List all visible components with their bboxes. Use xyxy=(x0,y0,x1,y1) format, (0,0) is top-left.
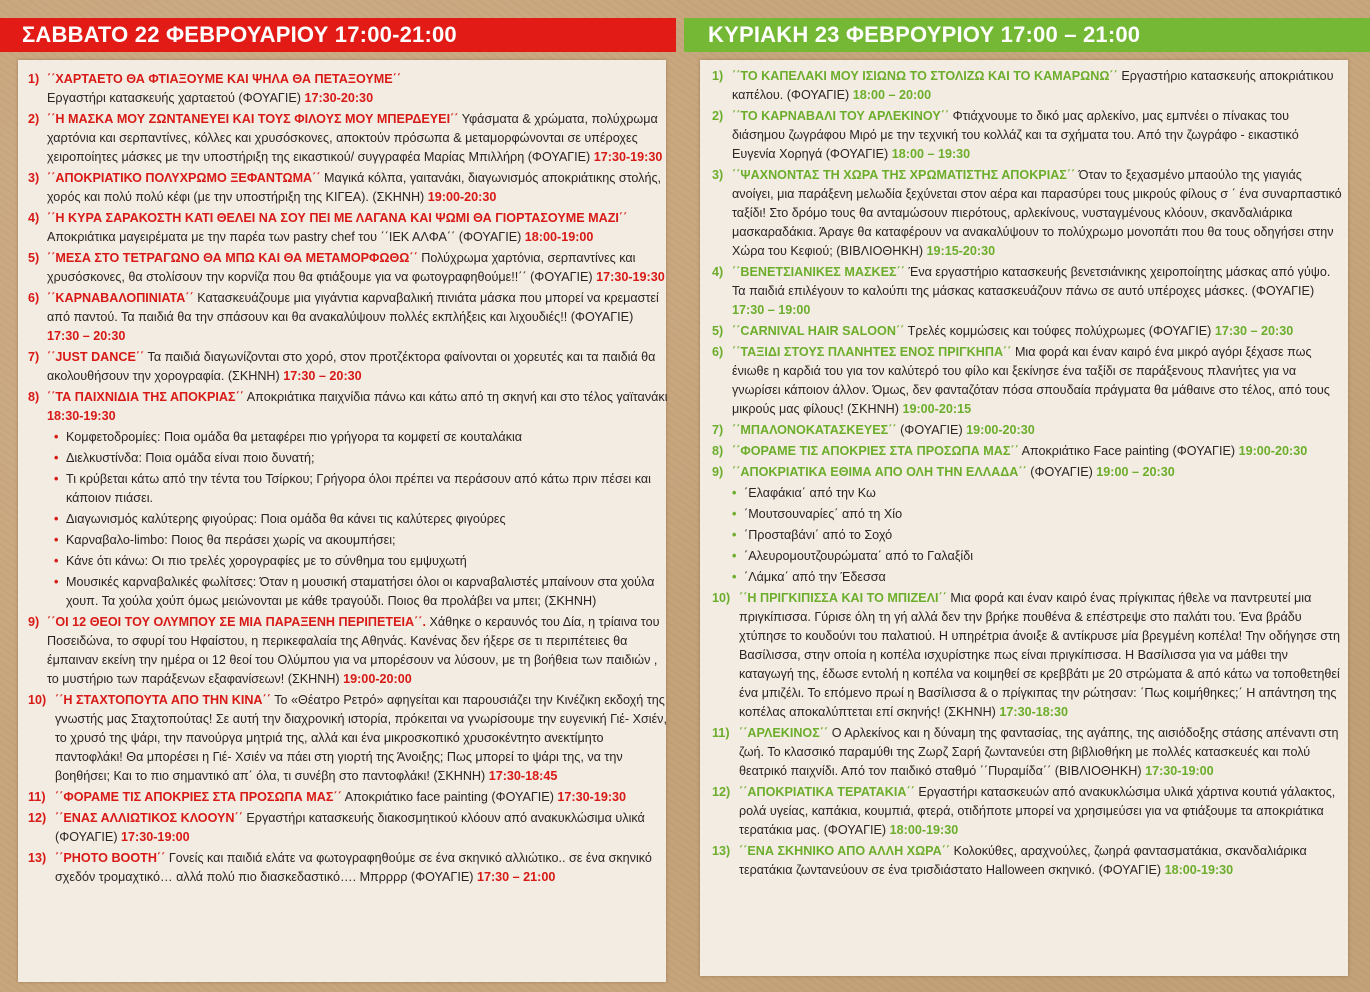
item-title: ΄΄ΦΟΡΑΜΕ ΤΙΣ ΑΠΟΚΡΙΕΣ ΣΤΑ ΠΡΟΣΩΠΑ ΜΑΣ΄΄ xyxy=(55,790,342,804)
activity-sublist xyxy=(712,484,1344,587)
item-number: 11) xyxy=(28,790,46,804)
program-item xyxy=(712,463,1344,482)
item-title: ΄΄ΤΟ ΚΑΡΝΑΒΑΛΙ ΤΟΥ ΑΡΛΕΚΙΝΟΥ΄΄ xyxy=(732,109,950,123)
item-number: 7) xyxy=(712,423,724,437)
item-description: Γονείς και παιδιά ελάτε να φωτογραφηθούμε σε ένα σκηνικό αλλιώτικο.. σε ένα σκηνικό σχεδόν τρομαχτικό… αλλά πολύ πιο διασκεδαστικό…. Μπρρρρ (ΦΟΥΑΓΙΕ) xyxy=(55,851,652,884)
item-title: ΄΄ΑΡΛΕΚΙΝΟΣ΄΄ xyxy=(739,726,829,740)
item-time: 19:00-20:30 xyxy=(427,190,497,204)
item-title: ΄΄Η ΣΤΑΧΤΟΠΟΥΤΑ ΑΠΟ ΤΗΝ ΚΙΝΑ΄΄ xyxy=(55,693,271,707)
item-description: Χάθηκε ο κεραυνός του Δία, η τρίαινα του Ποσειδώνα, το σφυρί του Ηφαίστου, η περικεφαλαία της Αθηνάς. Κανένας δεν ήξερε σε τι περιπέτειες θα έμπαιναν εκείνη την ημέρα οι 12 θεοί του Ολύμπου για να μπορέσουν να λύσουν, με τη βοήθεια των παιδιών , το μυστήριο των παράξενων εξαφανίσεων! (ΣΚΗΝΗ) xyxy=(47,615,660,686)
item-title: ΄΄ΤΑΞΙΔΙ ΣΤΟΥΣ ΠΛΑΝΗΤΕΣ ΕΝΟΣ ΠΡΙΓΚΗΠΑ΄΄ xyxy=(732,345,1012,359)
item-time: 17:30-19:30 xyxy=(557,790,627,804)
item-title: ΄΄ΑΠΟΚΡΙΑΤΙΚΑ ΤΕΡΑΤΑΚΙΑ΄΄ xyxy=(739,785,915,799)
item-description: Τα παιδιά διαγωνίζονται στο χορό, στον προτζέκτορα φαίνονται οι χορευτές και τα παιδιά θα ακολουθήσουν την χορογραφία. (ΣΚΗΝΗ) xyxy=(47,350,656,383)
bullet-dot: • xyxy=(732,549,737,563)
item-description: Αποκριάτικο Face painting (ΦΟΥΑΓΙΕ) xyxy=(1021,444,1236,458)
activity-subitem xyxy=(54,573,668,611)
program-item xyxy=(712,842,1344,880)
program-item xyxy=(28,70,668,108)
activity-subitem-text: ΄Ελαφάκια΄ από την Κω xyxy=(744,486,876,500)
item-body xyxy=(47,388,668,426)
item-number: 6) xyxy=(28,291,40,305)
item-body xyxy=(47,348,668,386)
item-number: 13) xyxy=(712,844,731,858)
activity-subitem xyxy=(732,484,1344,503)
item-number: 2) xyxy=(28,112,40,126)
activity-subitem-text: Μουσικές καρναβαλικές φωλίτσες: Όταν η μουσική σταματήσει όλοι οι καρναβαλιστές μπαίνουν στα χούλα χουπ. Τα χούλα χούπ όμως μειώνονται με κάθε τραγούδι. Ποιος θα προλάβει να μπει; (ΣΚΗΝΗ) xyxy=(66,575,655,608)
item-title: ΄΄Η ΚΥΡΑ ΣΑΡΑΚΟΣΤΗ ΚΑΤΙ ΘΕΛΕΙ ΝΑ ΣΟΥ ΠΕΙ ΜΕ ΛΑΓΑΝΑ ΚΑΙ ΨΩΜΙ ΘΑ ΓΙΟΡΤΑΣΟΥΜΕ ΜΑΖΙ΄΄ xyxy=(47,211,628,225)
item-time: 17:30 – 19:00 xyxy=(732,303,811,317)
bullet-dot: • xyxy=(732,507,737,521)
item-title: ΄΄ΜΕΣΑ ΣΤΟ ΤΕΤΡΑΓΩΝΟ ΘΑ ΜΠΩ ΚΑΙ ΘΑ ΜΕΤΑΜΟΡΦΩΘΩ΄΄ xyxy=(47,251,418,265)
program-item xyxy=(28,691,668,786)
item-description: Το «Θέατρο Ρετρό» αφηγείται και παρουσιάζει την Κινέζικη εκδοχή της γνωστής μας Σταχτοπούτας! Σε αυτή την διαχρονική ιστορία, πρόκειται να γνωρίσουμε την ευγενική Γιέ- Χσιέν, το χρυσό της ψάρι, την πανούργα μητριά της, αλλά και ένα μικροσκοπικό χρυσοκέντητο ανεκτίμητο παντοφλάκι! Θα μπορέσει η Γιέ- Χσιέν να πάει στη γιορτή της Άνοιξης; Πως μπορεί το ψάρι της, να την βοηθήσει; Και το πιο σημαντικό απ΄ όλα, τι συνέβη στο παντοφλάκι! (ΣΚΗΝΗ) xyxy=(55,693,667,783)
program-item xyxy=(28,788,668,807)
item-time: 17:30-19:30 xyxy=(596,270,665,284)
bullet-dot: • xyxy=(732,486,737,500)
item-description: Μια φορά και έναν καιρό ένας πρίγκιπας ήθελε να παντρευτεί μια πριγκίπισσα. Γύρισε όλη τη γή αλλά δεν την βρήκε πουθένα & επέστρεψε στο παλάτι του. Ένα βράδυ χτύπησε το κουδούνι του παλατιού. Η υπηρέτρια άνοιξε & αντίκρυσε μία βρεγμένη κοπέλα! Την οδήγησε στη Βασίλισσα, στην οποία η κοπέλα ισχυρίστηκε πως είναι πριγκίπισσα. Η Βασίλισσα για να μάθει την καταγωγή της, έδωσε εντολή η κοπέλα να κοιμηθεί σε κρεββάτι με 20 στρώματα & από κάτω να τοποθετηθεί ένα μπιζέλι. Το επόμενο πρωί η Βασίλισσα & ο πρίγκιπας την ρώτησαν: ΄Πως κοιμήθηκες;΄ Η απάντηση της κοπέλας αποκαλύπτεται επί σκηνής! (ΣΚΗΝΗ) xyxy=(739,591,1340,719)
item-body xyxy=(739,783,1344,840)
item-time: 17:30 – 20:30 xyxy=(47,329,126,343)
item-number: 3) xyxy=(712,168,724,182)
activity-subitem xyxy=(54,470,668,508)
item-body xyxy=(739,842,1344,880)
item-body xyxy=(732,421,1344,440)
item-description: Εργαστήρι κατασκευών από ανακυκλώσιμα υλικά χάρτινα κουτιά γάλακτος, ρολά υγείας, καπάκια, κουμπιά, φτερά, οτιδήποτε μπορεί να χρησιμεύσει για να φτιάξουμε τα αποκριάτικα τερατάκια μας. (ΦΟΥΑΓΙΕ) xyxy=(739,785,1336,837)
sunday-program-list xyxy=(712,67,1344,882)
item-description: Μαγικά κόλπα, γαιτανάκι, διαγωνισμός αποκριάτικης στολής, χορός και πολύ πολύ κέφι (με την υποστήριξη της ΚΙΓΕΑ). (ΣΚΗΝΗ) xyxy=(47,171,662,204)
item-title: ΄΄JUST DANCE΄΄ xyxy=(47,350,145,364)
sunday-header xyxy=(684,18,1370,52)
item-time: 17:30 – 21:00 xyxy=(476,870,556,884)
item-title: ΄΄ΟΙ 12 ΘΕΟΙ ΤΟΥ ΟΛΥΜΠΟΥ ΣΕ ΜΙΑ ΠΑΡΑΞΕΝΗ ΠΕΡΙΠΕΤΕΙΑ΄΄. xyxy=(47,615,426,629)
program-item xyxy=(712,442,1344,461)
program-item xyxy=(712,166,1344,261)
item-description: Κατασκευάζουμε μια γιγάντια καρναβαλική πινιάτα μάσκα που μπορεί να κρεμαστεί από παντού. Τα παιδιά θα την σπάσουν και θα ανακαλύψουν πολλές εκπλήξεις και λιχουδιές!! (ΦΟΥΑΓΙΕ) xyxy=(47,291,659,324)
program-item xyxy=(28,289,668,346)
activity-subitem-text: Τι κρύβεται κάτω από την τέντα του Τσίρκου; Γρήγορα όλοι πρέπει να περάσουν από κάτω πριν πέσει και κάποιον πιάσει. xyxy=(66,472,651,505)
activity-subitem xyxy=(54,531,668,550)
activity-subitem-text: Διελκυστίνδα: Ποια ομάδα είναι ποιο δυνατή; xyxy=(66,451,315,465)
sunday-header-text: ΚΥΡΙΑΚΗ 23 ΦΕΒΡΟΥΡΙΟΥ 17:00 – 21:00 xyxy=(708,22,1141,47)
activity-subitem-text: ΄Μουτσουναρίες΄ από τη Χίο xyxy=(744,507,903,521)
item-number: 12) xyxy=(28,811,47,825)
item-number: 5) xyxy=(712,324,724,338)
saturday-header-text: ΣΑΒΒΑΤΟ 22 ΦΕΒΡΟΥΑΡΙΟΥ 17:00-21:00 xyxy=(22,22,457,47)
item-time: 17:30-19:30 xyxy=(593,150,663,164)
item-title: ΄΄ΨΑΧΝΟΝΤΑΣ ΤΗ ΧΩΡΑ ΤΗΣ ΧΡΩΜΑΤΙΣΤΗΣ ΑΠΟΚΡΙΑΣ΄΄ xyxy=(732,168,1076,182)
item-number: 10) xyxy=(712,591,731,605)
program-item xyxy=(712,783,1344,840)
item-title: ΄΄Η ΜΑΣΚΑ ΜΟΥ ΖΩΝΤΑΝΕΥΕΙ ΚΑΙ ΤΟΥΣ ΦΙΛΟΥΣ ΜΟΥ ΜΠΕΡΔΕΥΕΙ΄΄ xyxy=(47,112,459,126)
item-description: Τρελές κομμώσεις και τούφες πολύχρωμες (ΦΟΥΑΓΙΕ) xyxy=(907,324,1212,338)
item-body xyxy=(732,166,1344,261)
item-time: 18:00-19:30 xyxy=(1164,863,1234,877)
activity-subitem-text: ΄Προσταβάνι΄ από το Σοχό xyxy=(744,528,893,542)
item-title: ΄΄CARNIVAL HAIR SALOON΄΄ xyxy=(732,324,905,338)
program-item xyxy=(28,849,668,887)
bullet-dot: • xyxy=(54,533,59,547)
item-body xyxy=(732,322,1344,341)
item-time: 17:30-19:00 xyxy=(121,830,190,844)
item-number: 7) xyxy=(28,350,40,364)
item-body xyxy=(55,691,668,786)
item-body xyxy=(55,849,668,887)
item-title: ΄΄ΑΠΟΚΡΙΑΤΙΚΟ ΠΟΛΥΧΡΩΜΟ ΞΕΦΑΝΤΩΜΑ΄΄ xyxy=(47,171,321,185)
item-number: 9) xyxy=(712,465,724,479)
item-description: Ο Αρλεκίνος και η δύναμη της φαντασίας, της αγάπης, της αισιόδοξης στάσης απέναντι στη ζωή. Το κλασσικό παραμύθι της Ζωρζ Σαρή ζωντανεύει στη βιβλιοθήκη με πολλές κατασκευές και πολύ θεατρικό παιχνίδι. Από τον παιδικό σταθμό ΄΄Πυραμίδα΄΄ (ΒΙΒΛΙΟΘΗΚΗ) xyxy=(739,726,1339,778)
activity-subitem xyxy=(54,428,668,447)
item-time: 19:00 – 20:30 xyxy=(1096,465,1175,479)
item-number: 4) xyxy=(28,211,40,225)
item-time: 19:00-20:30 xyxy=(966,423,1035,437)
item-title: ΄΄ΑΠΟΚΡΙΑΤΙΚΑ ΕΘΙΜΑ ΑΠΟ ΟΛΗ ΤΗΝ ΕΛΛΑΔΑ΄΄ xyxy=(732,465,1027,479)
bullet-dot: • xyxy=(54,512,59,526)
item-body xyxy=(732,343,1344,419)
activity-subitem-text: ΄Αλευρομουτζουρώματα΄ από το Γαλαξίδι xyxy=(744,549,974,563)
program-item xyxy=(712,724,1344,781)
item-time: 18:00-19:30 xyxy=(889,823,959,837)
program-item xyxy=(28,249,668,287)
bullet-dot: • xyxy=(54,472,59,486)
activity-subitem xyxy=(54,552,668,571)
program-item xyxy=(712,67,1344,105)
item-title: ΄΄ΒΕΝΕΤΣΙΑΝΙΚΕΣ ΜΑΣΚΕΣ΄΄ xyxy=(732,265,905,279)
activity-subitem-text: ΄Λάμκα΄ από την Έδεσσα xyxy=(744,570,886,584)
item-description: Όταν το ξεχασμένο μπαούλο της γιαγιάς ανοίγει, μια παράξενη μελωδία ξεχύνεται στον αέρα και παρασύρει τους μικρούς φίλους σ ΄ ένα συναρπαστικό ταξίδι! Στο δρόμο τους θα ανταμώσουν πιερότους, αρλεκίνους, νυσταγμένους κλόουν, σκανδαλιάρικα μασκαραδάκια. Άραγε θα καταφέρουν να ανακαλύψουν το πολύχρωμο μονοπάτι που θα τους οδηγήσει στην Χώρα του Κεφιού; (ΒΙΒΛΙΟΘΗΚΗ) xyxy=(732,168,1342,258)
item-time: 17:30-19:00 xyxy=(1145,764,1214,778)
item-body xyxy=(47,209,668,247)
item-time: 19:00-20:15 xyxy=(902,402,972,416)
program-item xyxy=(28,110,668,167)
item-title: ΄΄PHOTO BOOTH΄΄ xyxy=(55,851,166,865)
item-body xyxy=(739,724,1344,781)
item-number: 1) xyxy=(28,72,40,86)
item-description: Υφάσματα & χρώματα, πολύχρωμα χαρτόνια και σερπαντίνες, κόλλες και χρυσόσκονες, αποκτούν πρόσωπα & μεταμορφώνονται σε υπέροχες χειροποίητες μάσκες με την υποστήριξη της εικαστικού/ συγγραφέα Μαρίας Μπιλλήρη (ΦΟΥΑΓΙΕ) xyxy=(47,112,658,164)
item-body xyxy=(732,442,1344,461)
program-item xyxy=(28,809,668,847)
item-number: 8) xyxy=(712,444,724,458)
activity-subitem xyxy=(732,505,1344,524)
item-body xyxy=(55,809,668,847)
program-item xyxy=(712,322,1344,341)
item-time: 17:30 – 20:30 xyxy=(1214,324,1294,338)
item-title: ΄΄ΕΝΑ ΣΚΗΝΙΚΟ ΑΠΟ ΑΛΛΗ ΧΩΡΑ΄΄ xyxy=(739,844,951,858)
program-item xyxy=(28,348,668,386)
item-number: 5) xyxy=(28,251,40,265)
activity-subitem xyxy=(54,510,668,529)
activity-subitem-text: Διαγωνισμός καλύτερης φιγούρας: Ποια ομάδα θα κάνει τις καλύτερες φιγούρες xyxy=(66,512,506,526)
program-item xyxy=(28,388,668,426)
item-time: 17:30-18:30 xyxy=(999,705,1069,719)
item-title: ΄΄ΧΑΡΤΑΕΤΟ ΘΑ ΦΤΙΑΞΟΥΜΕ ΚΑΙ ΨΗΛΑ ΘΑ ΠΕΤΑΞΟΥΜΕ΄΄ xyxy=(47,72,402,86)
item-description: Εργαστήριο κατασκευής αποκριάτικου καπέλου. (ΦΟΥΑΓΙΕ) xyxy=(732,69,1334,102)
activity-subitem-text: Κομφετοδρομίες: Ποια ομάδα θα μεταφέρει πιο γρήγορα τα κομφετί σε κουταλάκια xyxy=(66,430,523,444)
activity-subitem-text: Καρναβαλο-limbo: Ποιος θα περάσει χωρίς να ακουμπήσει; xyxy=(66,533,396,547)
item-time: 18:30-19:30 xyxy=(47,409,116,423)
saturday-program-list xyxy=(28,70,668,889)
program-item xyxy=(712,589,1344,722)
program-item xyxy=(712,263,1344,320)
item-time: 18:00-19:00 xyxy=(524,230,594,244)
activity-sublist xyxy=(28,428,668,611)
item-time: 19:15-20:30 xyxy=(926,244,996,258)
item-number: 3) xyxy=(28,171,40,185)
item-body xyxy=(47,289,668,346)
item-body xyxy=(732,463,1344,482)
item-number: 9) xyxy=(28,615,40,629)
item-description: Εργαστήρι κατασκευής διακοσμητικού κλόουν από ανακυκλώσιμα υλικά (ΦΟΥΑΓΙΕ) xyxy=(55,811,645,844)
activity-subitem xyxy=(732,547,1344,566)
bullet-dot: • xyxy=(732,528,737,542)
item-title: ΄΄ΚΑΡΝΑΒΑΛΟΠΙΝΙΑΤΑ΄΄ xyxy=(47,291,194,305)
item-description: Εργαστήρι κατασκευής χαρταετού (ΦΟΥΑΓΙΕ) xyxy=(47,91,301,105)
program-item xyxy=(28,169,668,207)
item-body xyxy=(55,788,668,807)
program-item xyxy=(28,613,668,689)
item-title: ΄΄ΤΟ ΚΑΠΕΛΑΚΙ ΜΟΥ ΙΣΙΩΝΩ ΤΟ ΣΤΟΛΙΖΩ ΚΑΙ ΤΟ ΚΑΜΑΡΩΝΩ΄΄ xyxy=(732,69,1118,83)
item-description: Ένα εργαστήριο κατασκευής βενετσιάνικης χειροποίητης μάσκας από γύψο. Τα παιδιά επιλέγουν το καλούπι της μάσκας κατασκευάζουν πάνω σε αυτό υπέροχες μάσκες. (ΦΟΥΑΓΙΕ) xyxy=(732,265,1331,298)
item-body xyxy=(47,613,668,689)
item-description: Μια φορά και έναν καιρό ένα μικρό αγόρι ξέχασε πως ένιωθε η καρδιά του για τον καλύτερό του φίλο και ξεκίνησε ένα ταξίδι σε παράξενους πλανήτες για να γνωρίσει κάποιον άλλον. Όμως, δεν φανταζόταν πόσα σπουδαία πράγματα θα μάθαινε στο τέλος, από τους μικρούς μας φίλους! (ΣΚΗΝΗ) xyxy=(732,345,1330,416)
item-description: Πολύχρωμα χαρτόνια, σερπαντίνες και χρυσόσκονες, θα στολίσουν την κορνίζα που θα φτιάξουμε για να φωτογραφηθούμε!!΄΄ (ΦΟΥΑΓΙΕ) xyxy=(47,251,636,284)
bullet-dot: • xyxy=(54,451,59,465)
item-description: Αποκριάτικα παιχνίδια πάνω και κάτω από τη σκηνή και στο τέλος γαϊτανάκι xyxy=(246,390,668,404)
item-title: ΄΄ΜΠΑΛΟΝΟΚΑΤΑΣΚΕΥΕΣ΄΄ xyxy=(732,423,897,437)
program-item xyxy=(712,343,1344,419)
item-number: 2) xyxy=(712,109,724,123)
item-description: Αποκριάτικο face painting (ΦΟΥΑΓΙΕ) xyxy=(344,790,554,804)
item-body xyxy=(732,263,1344,320)
item-description: Κολοκύθες, αραχνούλες, ζωηρά φαντασματάκια, σκανδαλιάρικα τερατάκια ζωντανεύουν σε ένα τρισδιάστατο Halloween σκηνικό. (ΦΟΥΑΓΙΕ) xyxy=(739,844,1307,877)
item-body xyxy=(732,67,1344,105)
program-item xyxy=(28,209,668,247)
bullet-dot: • xyxy=(54,575,59,589)
item-number: 4) xyxy=(712,265,724,279)
item-body xyxy=(732,107,1344,164)
item-time: 18:00 – 19:30 xyxy=(891,147,971,161)
item-time: 18:00 – 20:00 xyxy=(852,88,932,102)
item-title: ΄΄Η ΠΡΙΓΚΙΠΙΣΣΑ ΚΑΙ ΤΟ ΜΠΙΖΕΛΙ΄΄ xyxy=(739,591,947,605)
item-time: 17:30-18:45 xyxy=(488,769,558,783)
item-number: 1) xyxy=(712,69,724,83)
activity-subitem-text: Κάνε ότι κάνω: Οι πιο τρελές χορογραφίες με το σύνθημα του εμψυχωτή xyxy=(66,554,467,568)
program-item xyxy=(712,107,1344,164)
item-description: Αποκριάτικα μαγειρέματα με την παρέα των pastry chef του ΄΄ΙΕΚ ΑΛΦΑ΄΄ (ΦΟΥΑΓΙΕ) xyxy=(47,230,522,244)
activity-subitem xyxy=(732,568,1344,587)
item-title: ΄΄ΦΟΡΑΜΕ ΤΙΣ ΑΠΟΚΡΙΕΣ ΣΤΑ ΠΡΟΣΩΠΑ ΜΑΣ΄΄ xyxy=(732,444,1019,458)
item-number: 6) xyxy=(712,345,724,359)
item-description: (ΦΟΥΑΓΙΕ) xyxy=(900,423,963,437)
item-body xyxy=(47,169,668,207)
item-description: Φτιάχνουμε το δικό μας αρλεκίνο, μας εμπνέει ο πίνακας του διάσημου ζωγράφου Μιρό με την τεχνική του κολλάζ και τα σχήματα του. Από την ζωγράφο - εικαστικό Ευγενία Χορηγά (ΦΟΥΑΓΙΕ) xyxy=(732,109,1299,161)
item-number: 8) xyxy=(28,390,40,404)
item-number: 12) xyxy=(712,785,731,799)
bullet-dot: • xyxy=(54,554,59,568)
activity-subitem xyxy=(54,449,668,468)
activity-subitem xyxy=(732,526,1344,545)
item-body xyxy=(47,70,668,108)
item-title: ΄΄ΕΝΑΣ ΑΛΛΙΩΤΙΚΟΣ ΚΛΟΟΥΝ΄΄ xyxy=(55,811,243,825)
bullet-dot: • xyxy=(54,430,59,444)
item-number: 10) xyxy=(28,693,47,707)
item-body xyxy=(739,589,1344,722)
saturday-header xyxy=(0,18,676,52)
item-description: (ΦΟΥΑΓΙΕ) xyxy=(1030,465,1093,479)
item-number: 11) xyxy=(712,726,730,740)
item-body xyxy=(47,249,668,287)
bullet-dot: • xyxy=(732,570,737,584)
item-number: 13) xyxy=(28,851,47,865)
item-time: 19:00-20:00 xyxy=(343,672,412,686)
item-time: 19:00-20:30 xyxy=(1238,444,1308,458)
item-body xyxy=(47,110,668,167)
item-time: 17:30-20:30 xyxy=(304,91,374,105)
item-title: ΄΄ΤΑ ΠΑΙΧΝΙΔΙΑ ΤΗΣ ΑΠΟΚΡΙΑΣ΄΄ xyxy=(47,390,244,404)
item-time: 17:30 – 20:30 xyxy=(283,369,362,383)
program-item xyxy=(712,421,1344,440)
